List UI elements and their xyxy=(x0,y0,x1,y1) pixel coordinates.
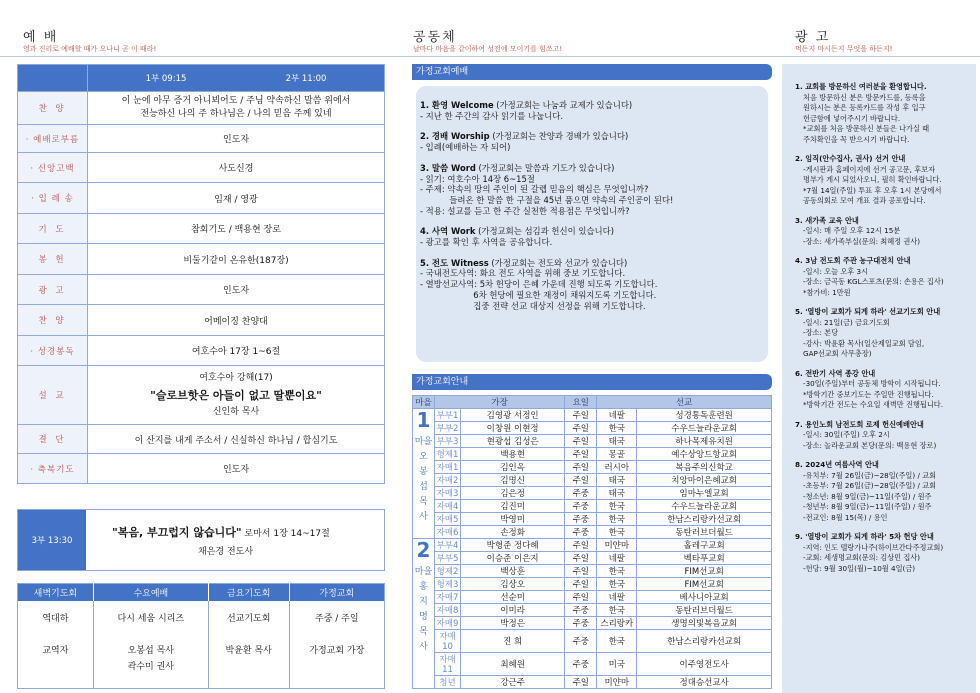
house-head: 김영광 서정인 xyxy=(461,409,565,422)
mission-country: 태국 xyxy=(597,474,637,487)
third-service-line xyxy=(112,524,330,540)
ad-line: *방학기간 중보기도는 주일만 진행됩니다. xyxy=(803,389,934,399)
ad-line: -청소년: 8월 9일(금)~11일(주일) / 원주 xyxy=(803,491,932,501)
ad-line: 주차확인을 꼭 받으시기 바랍니다. xyxy=(803,134,910,144)
village-cell xyxy=(413,539,435,689)
ad-line: -일시: 매 주일 오후 12시 15분 xyxy=(803,226,901,235)
meeting-day: 주일 xyxy=(565,552,597,565)
mission-target: 벡타푸교회 xyxy=(637,552,772,565)
col-header: 가장 xyxy=(435,396,565,409)
community-subtitle: 날마다 마음을 같이하여 성전에 모이기를 힘쓰고! xyxy=(413,45,563,53)
mission-country: 몽골 xyxy=(597,448,637,461)
col-header: 요일 xyxy=(565,396,597,409)
mission-target: 수우드늘라운교회 xyxy=(637,500,772,513)
meeting-day: 주중 xyxy=(565,526,597,539)
ad-item xyxy=(795,256,975,298)
home-church-section xyxy=(420,226,768,247)
ad-title: 1. 교회를 방문하신 여러분을 환영합니다. xyxy=(795,82,927,91)
section-line: - 광고를 확인 후 사역을 공유합니다. xyxy=(420,237,553,248)
schedule-row xyxy=(413,578,772,591)
section-line: 들려온 한 말씀 한 구절을 45년 품으면 약속의 주인공이 된다! xyxy=(420,194,674,205)
meeting-day: 주일 xyxy=(565,422,597,435)
mission-country: 태국 xyxy=(597,435,637,448)
meeting-col xyxy=(18,601,94,689)
house-type: 자매5 xyxy=(435,513,461,526)
ad-line: -게시판과 홈페이지에 선거 공고문, 후보자 xyxy=(803,164,936,174)
meeting-day: 주중 xyxy=(565,604,597,617)
house-type: 자매9 xyxy=(435,617,461,630)
schedule-row xyxy=(413,591,772,604)
mission-country: 한국 xyxy=(597,604,637,617)
meeting-day: 주일 xyxy=(565,539,597,552)
sermon-series: 여호수아 강해(17) xyxy=(199,372,273,383)
section-title: 5. 전도 Witness xyxy=(420,257,489,268)
house-head: 박형준 정다혜 xyxy=(461,539,565,552)
section-line: - 지난 한 주간의 감사 읽기를 나눕니다. xyxy=(420,110,564,121)
schedule-row xyxy=(413,422,772,435)
row-label: 찬 양 xyxy=(18,305,88,336)
home-church-schedule xyxy=(412,395,772,689)
section-head xyxy=(420,131,768,142)
row-label: 결 단 xyxy=(18,425,88,454)
row-label: 찬 양 xyxy=(18,92,88,125)
ad-item xyxy=(795,307,975,360)
meeting-header: 새벽기도회 xyxy=(18,584,94,601)
mission-target: 이주영전도사 xyxy=(637,653,772,676)
house-head: 백상훈 xyxy=(461,565,565,578)
schedule-row xyxy=(413,474,772,487)
ad-title: 8. 2024년 여름사역 안내 xyxy=(795,460,879,469)
ad-line: *교회를 처음 방문하신 분들은 나가실 때 xyxy=(803,124,930,133)
schedule-row xyxy=(413,513,772,526)
section-desc: (가정교회는 섬김과 헌신이 있습니다) xyxy=(475,226,614,237)
worship-subtitle: 영과 진리로 예배할 때가 오나니 곧 이 때라! xyxy=(23,45,157,53)
meeting-day: 주일 xyxy=(565,591,597,604)
mission-country: 한국 xyxy=(597,578,637,591)
schedule-row xyxy=(413,565,772,578)
section-desc: (가정교회는 나눔과 교제가 있습니다) xyxy=(493,100,633,110)
ad-title: 3. 새가족 교육 안내 xyxy=(795,215,859,225)
schedule-row xyxy=(413,461,772,474)
ad-line: *방학기간 전도는 수요일 새벽만 진행됩니다. xyxy=(803,400,943,409)
schedule-row xyxy=(413,500,772,513)
service-times xyxy=(88,65,385,92)
house-type: 형제2 xyxy=(435,565,461,578)
mission-target: FIM선교회 xyxy=(637,565,772,578)
section-line: - 읽기: 여호수아 14장 6~15절 xyxy=(420,173,535,184)
meeting-text: 오봉섭 목사 xyxy=(127,645,174,656)
mission-country: 러시아 xyxy=(597,461,637,474)
house-type: 자매10 xyxy=(435,630,461,653)
meeting-day: 주일 xyxy=(565,435,597,448)
mission-country: 한국 xyxy=(597,630,637,653)
section-line: 집중 전략 선교 대상지 선정을 위해 기도합니다. xyxy=(420,300,646,311)
row-value: 임재 / 영광 xyxy=(88,183,385,214)
ad-line: *7월 14일(주일) 투표 후 오후 1시 본당에서 xyxy=(803,185,942,195)
house-type: 자매11 xyxy=(435,653,461,676)
ad-item xyxy=(795,460,975,523)
house-type: 형제1 xyxy=(435,448,461,461)
ad-line: -장소: 본당 xyxy=(803,328,839,337)
home-church-section xyxy=(420,131,768,152)
ads-subtitle: 먹든지 마시든지 무엇을 하든지! xyxy=(795,45,893,53)
section-line: - 열방선교사역: 5차 헌당이 은혜 가운데 진행 되도록 기도합니다. xyxy=(420,279,658,290)
village-number: 1 xyxy=(416,408,431,432)
ad-line: -일시: 오늘 오후 3시 xyxy=(803,266,869,276)
schedule-row xyxy=(413,653,772,676)
house-type: 자매6 xyxy=(435,526,461,539)
schedule-row xyxy=(413,487,772,500)
mission-country: 한국 xyxy=(597,526,637,539)
mission-target: 홀레구교회 xyxy=(637,539,772,552)
corner-cell xyxy=(18,65,88,92)
schedule-row xyxy=(413,409,772,422)
mission-country: 네팔 xyxy=(597,409,637,422)
row-value: 인도자 xyxy=(88,275,385,305)
mission-country: 한국 xyxy=(597,513,637,526)
house-type: 자매3 xyxy=(435,487,461,500)
third-service-leader: 채은경 전도사 xyxy=(198,547,254,557)
ad-line: -장소: 새가족부실(문의: 최혜정 권사) xyxy=(803,236,921,246)
schedule-row xyxy=(413,617,772,630)
section-head xyxy=(420,226,768,237)
village-number: 2 xyxy=(416,538,431,562)
mission-country: 미국 xyxy=(597,653,637,676)
section-title: 1. 환영 Welcome xyxy=(420,100,494,110)
house-head: 김상오 xyxy=(461,578,565,591)
mission-target: 동탄러브더월드 xyxy=(637,526,772,539)
row-value: 비둘기같이 온유한(187장) xyxy=(88,244,385,275)
section-head xyxy=(420,100,768,111)
home-church-title: 가정교회예배 xyxy=(412,64,772,80)
section-desc: (가정교회는 전도와 선교가 있습니다) xyxy=(488,257,628,268)
house-head: 최혜원 xyxy=(461,653,565,676)
section-desc: (가정교회는 찬양과 경배가 있습니다) xyxy=(489,131,629,142)
meeting-text: 박윤환 목사 xyxy=(225,645,272,656)
mission-target: 예수상앙드항교회 xyxy=(637,448,772,461)
house-head: 손정화 xyxy=(461,526,565,539)
ad-line: GAP선교회 사무총장) xyxy=(803,349,872,358)
house-head: 김명신 xyxy=(461,474,565,487)
ad-item xyxy=(795,369,975,411)
meeting-day: 주일 xyxy=(565,461,597,474)
row-value: 사도신경 xyxy=(88,153,385,183)
meeting-day: 주일 xyxy=(565,448,597,461)
row-value: 이 눈에 아무 증거 아니뵈어도 / 주님 약속하신 말씀 위에서 전능하신 나의 주 하나님은 / 나의 믿음 주께 있네 xyxy=(88,92,385,125)
house-head: 백용현 xyxy=(461,448,565,461)
house-type: 형제3 xyxy=(435,578,461,591)
ad-title: 7. 용인노회 남전도회 로제 헌신예배안내 xyxy=(795,419,924,429)
mission-target: 복음주의신학교 xyxy=(637,461,772,474)
mission-country: 미얀마 xyxy=(597,539,637,552)
house-type: 자매4 xyxy=(435,500,461,513)
ads-list xyxy=(795,82,975,583)
ad-line: 명부가 게시 되었사오니, 필히 확인바랍니다. xyxy=(803,175,942,184)
row-label: · 입 례 송 xyxy=(18,183,88,214)
house-type: 자매1 xyxy=(435,461,461,474)
row-label: · 신앙고백 xyxy=(18,153,88,183)
ad-line: -유치부: 7월 26일(금)~28일(주일) / 교회 xyxy=(803,470,937,480)
house-head: 박영미 xyxy=(461,513,565,526)
house-head: 진 희 xyxy=(461,630,565,653)
meetings-table xyxy=(17,583,385,689)
house-type: 자매8 xyxy=(435,604,461,617)
ad-title: 9. '열방이 교회가 되게 하라' 5차 헌당 안내 xyxy=(795,532,934,541)
col-header: 마을 xyxy=(413,396,435,409)
section-title: 3. 말씀 Word xyxy=(420,162,476,173)
village-leader: 마을 오 봉 섭 목 사 xyxy=(414,437,433,522)
ad-line: 원하시는 분은 등록카드를 작성 후 입구 xyxy=(803,103,926,112)
house-type: 부부1 xyxy=(435,409,461,422)
house-type: 자매7 xyxy=(435,591,461,604)
row-value: 참회기도 / 백용현 장로 xyxy=(88,214,385,244)
row-value: 여호수아 17장 1~6절 xyxy=(88,336,385,366)
mission-target: 하나목제유치원 xyxy=(637,435,772,448)
mission-target: 정대승선교사 xyxy=(637,676,772,689)
section-desc: (가정교회는 말씀과 기도가 있습니다) xyxy=(475,162,615,173)
row-value: 이 산지를 내게 주소서 / 신실하신 하나님 / 합심기도 xyxy=(88,425,385,454)
row-label: 광 고 xyxy=(18,275,88,305)
ad-line: 헌금함에 넣어주시기 바랍니다. xyxy=(803,113,901,123)
row-value: 인도자 xyxy=(88,454,385,484)
ad-line: -일시: 30일(주일) 오후 2시 xyxy=(803,430,890,439)
ad-item xyxy=(795,82,975,145)
ad-line: -청년부: 8월 9일(금)~11일(주일) / 원주 xyxy=(803,502,932,511)
mission-target: 동탄러브더월드 xyxy=(637,604,772,617)
meeting-text: 교역자 xyxy=(42,645,69,656)
worship-header: 예 배 xyxy=(23,30,59,45)
schedule-row xyxy=(413,526,772,539)
mission-target: FIM선교회 xyxy=(637,578,772,591)
mission-country: 네팔 xyxy=(597,552,637,565)
ad-item xyxy=(795,532,975,574)
house-head: 이창원 이현정 xyxy=(461,422,565,435)
schedule-row xyxy=(413,539,772,552)
row-value: 인도자 xyxy=(88,125,385,153)
house-head: 박정은 xyxy=(461,617,565,630)
house-head: 김인옥 xyxy=(461,461,565,474)
header-divider xyxy=(0,56,980,57)
meeting-text: 곽수미 권사 xyxy=(127,661,174,672)
ad-line: -지역: 인도 텔랑가나주(하이브간다주정교회) xyxy=(803,542,944,552)
house-type: 청년 xyxy=(435,676,461,689)
house-head: 이미라 xyxy=(461,604,565,617)
ad-line: -교회: 세생명교회(문의: 김상민 집사) xyxy=(803,553,921,562)
meeting-text: 역대하 xyxy=(42,613,69,624)
schedule-row xyxy=(413,630,772,653)
schedule-row xyxy=(413,604,772,617)
mission-country: 미얀마 xyxy=(597,676,637,689)
meeting-header: 금요기도회 xyxy=(208,584,289,601)
house-head: 김은정 xyxy=(461,487,565,500)
schedule-title: 가정교회안내 xyxy=(412,374,772,390)
village-leader: 마을 홍 지 명 목 사 xyxy=(414,567,433,652)
third-service-time: 3부 13:30 xyxy=(18,510,86,570)
ads-header: 광 고 xyxy=(795,30,831,45)
section-line: - 적용: 설교를 듣고 한 주간 실천한 적용점은 무엇입니까? xyxy=(420,205,630,216)
meeting-text: 다시 세움 시리즈 xyxy=(117,613,185,624)
section-line: - 주제: 약속의 땅의 주인이 된 갈렙 믿음의 핵심은 무엇입니까? xyxy=(420,184,649,195)
row-label: · 축복기도 xyxy=(18,454,88,484)
meeting-day: 주중 xyxy=(565,653,597,676)
mission-country: 스리랑카 xyxy=(597,617,637,630)
third-service-title: "복음, 부끄럽지 않습니다" xyxy=(112,526,242,539)
mission-target: 치앙마이은혜교회 xyxy=(637,474,772,487)
meeting-header: 가정교회 xyxy=(289,584,384,601)
home-church-section xyxy=(420,100,768,121)
meeting-day: 주중 xyxy=(565,487,597,500)
schedule-row xyxy=(413,435,772,448)
house-type: 자매2 xyxy=(435,474,461,487)
ad-line: 처음 방문하신 분은 방문카드를, 등록을 xyxy=(803,92,926,102)
village-cell xyxy=(413,409,435,539)
house-type: 부부5 xyxy=(435,552,461,565)
section-line: - 입례(예배하는 자 되어) xyxy=(420,142,511,153)
section-head xyxy=(420,163,768,174)
third-service-box xyxy=(17,509,385,571)
community-header: 공동체 xyxy=(413,30,457,45)
row-value: 어메이징 찬양대 xyxy=(88,305,385,336)
service2-time: 2부 11:00 xyxy=(285,74,327,84)
section-title: 4. 사역 Work xyxy=(420,226,476,237)
house-head: 선순미 xyxy=(461,591,565,604)
section-title: 2. 경배 Worship xyxy=(420,131,490,142)
ad-item xyxy=(795,420,975,452)
meeting-col xyxy=(289,601,384,689)
section-line: 6차 헌당에 필요한 재정이 채워지도록 기도합니다. xyxy=(420,289,657,300)
mission-country: 네팔 xyxy=(597,591,637,604)
section-line: - 국내전도사역: 화요 전도 사역을 위해 중보 기도합니다. xyxy=(420,268,626,279)
house-type: 부부3 xyxy=(435,435,461,448)
ad-line: 공동의회로 모여 개표 결과 공포합니다. xyxy=(803,196,926,205)
mission-country: 한국 xyxy=(597,565,637,578)
sermon-preacher: 신인하 목사 xyxy=(212,406,260,417)
house-head: 현광섭 김성은 xyxy=(461,435,565,448)
mission-target: 수우드늘라운교회 xyxy=(637,422,772,435)
worship-order-table xyxy=(17,64,385,484)
ad-title: 5. '열방이 교회가 되게 하라' 선교기도회 안내 xyxy=(795,307,941,316)
mission-country: 한국 xyxy=(597,500,637,513)
meeting-col xyxy=(208,601,289,689)
mission-target: 한남스리랑카선교회 xyxy=(637,513,772,526)
ad-line: *참가비: 1만원 xyxy=(803,287,851,297)
ad-line: -30일(주일)부터 공동체 방학이 시작됩니다. xyxy=(803,379,941,388)
ad-title: 6. 전반기 사역 종강 안내 xyxy=(795,368,876,378)
meeting-text: 주중 / 주일 xyxy=(315,613,359,624)
ad-item xyxy=(795,154,975,207)
home-church-section xyxy=(420,258,768,312)
house-head: 강근주 xyxy=(461,676,565,689)
meeting-day: 주중 xyxy=(565,500,597,513)
mission-target: 베사니아교회 xyxy=(637,591,772,604)
row-label: 봉 헌 xyxy=(18,244,88,275)
mission-target: 생명의빛복음교회 xyxy=(637,617,772,630)
house-head: 이승준 이은지 xyxy=(461,552,565,565)
meeting-day: 주일 xyxy=(565,565,597,578)
meeting-col xyxy=(93,601,208,689)
ad-line: -강사: 박윤환 목사(일산제일교회 담임, xyxy=(803,338,925,348)
meeting-text: 선교기도회 xyxy=(226,613,271,624)
row-label: · 예배로부름 xyxy=(18,125,88,153)
meeting-day: 주일 xyxy=(565,474,597,487)
meeting-day: 주일 xyxy=(565,578,597,591)
meeting-day: 주중 xyxy=(565,617,597,630)
service1-time: 1부 09:15 xyxy=(145,74,187,84)
row-label: 기 도 xyxy=(18,214,88,244)
mission-target: 성경통독훈련원 xyxy=(637,409,772,422)
meeting-day: 주중 xyxy=(565,513,597,526)
home-church-box xyxy=(416,86,768,362)
mission-country: 태국 xyxy=(597,487,637,500)
mission-target: 한남스리랑카선교회 xyxy=(637,630,772,653)
col-header: 선교 xyxy=(597,396,772,409)
ad-line: -장소: 놀라운교회 본당(문의: 백용현 장로) xyxy=(803,440,937,450)
ad-line: -장소: 금곡동 KGL스포츠(문의: 손용은 집사) xyxy=(803,277,944,286)
meeting-day: 주일 xyxy=(565,409,597,422)
ad-line: -헌당: 9월 30일(월)~10월 4일(금) xyxy=(803,563,916,573)
schedule-row xyxy=(413,448,772,461)
house-head: 김진미 xyxy=(461,500,565,513)
third-service-ref: 로마서 1장 14~17절 xyxy=(241,529,330,539)
sermon-title: "슬로브핫은 아들이 없고 딸뿐이요" xyxy=(150,388,322,402)
ad-line: -일시: 21일(금) 금요기도회 xyxy=(803,317,890,327)
home-church-section xyxy=(420,163,768,217)
ad-line: -초등부: 7월 26일(금)~28일(주일) / 교회 xyxy=(803,481,937,490)
house-type: 부부4 xyxy=(435,539,461,552)
ad-title: 4. 3남 전도회 주관 농구대전치 안내 xyxy=(795,256,911,265)
row-label: 설 교 xyxy=(18,366,88,425)
meeting-header: 수요예배 xyxy=(93,584,208,601)
ad-item xyxy=(795,216,975,248)
sermon-cell xyxy=(88,366,385,425)
schedule-row xyxy=(413,676,772,689)
ad-title: 2. 임직(안수집사, 권사) 선거 안내 xyxy=(795,154,906,163)
ad-line: -전교인: 8월 15(목) / 용인 xyxy=(803,512,888,522)
schedule-row xyxy=(413,552,772,565)
row-label: · 성경봉독 xyxy=(18,336,88,366)
mission-country: 한국 xyxy=(597,422,637,435)
meeting-day: 주중 xyxy=(565,630,597,653)
mission-target: 임마누엘교회 xyxy=(637,487,772,500)
meeting-text: 가정교회 가장 xyxy=(309,645,365,656)
section-head xyxy=(420,258,768,269)
meeting-day: 주일 xyxy=(565,676,597,689)
house-type: 부부2 xyxy=(435,422,461,435)
